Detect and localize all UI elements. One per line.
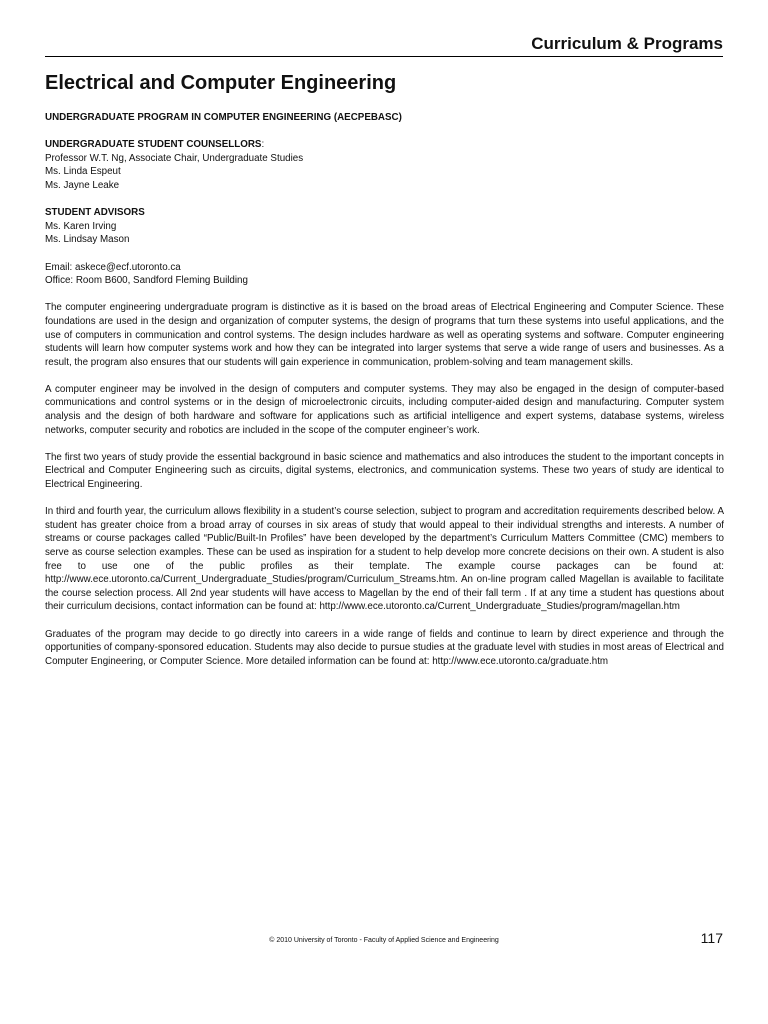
body-paragraph: The first two years of study provide the essential background in basic science and mathematics and also introduces the student to the important concepts in Electrical and Computer Engineering such as circuits, digital systems, electronics, and communication systems. These two years of study are identical to Electrical Engineering.: [45, 451, 724, 491]
body-paragraph: A computer engineer may be involved in the design of computers and computer systems. They may also be engaged in the design of computer-based communications and control systems or in the design of microelectronic circuits, including computer-aided design and manufacturing. Computer system analysis and the design of both hardware and software for applications such as artificial intelligence and expert systems, database systems, wireless networks, computer security and robotics are included in the scope of the computer engineer’s work.: [45, 383, 724, 436]
advisor-name: Ms. Karen Irving: [45, 220, 117, 232]
contact-office: Office: Room B600, Sandford Fleming Building: [45, 275, 248, 287]
page-content: [45, 111, 724, 682]
body-paragraph: The computer engineering undergraduate program is distinctive as it is based on the broad areas of Electrical Engineering and Computer Science. These foundations are used in the design and organization of computer systems, the design of programs that turn these systems into useful applications, and the use of computers in communication and control systems. The design includes hardware as well as operating systems and software. Computer engineering students will learn how computer systems work and how they can be integrated into larger systems that serve a wide range of users and businesses. As a result, the program also ensures that our students will gain experience in communication, problem-solving and team management skills.: [45, 302, 724, 368]
contact-email: Email: askece@ecf.utoronto.ca: [45, 261, 181, 273]
contact-block: [45, 261, 724, 288]
counsellors-block: [45, 138, 724, 192]
counsellors-heading: UNDERGRADUATE STUDENT COUNSELLORS: [45, 139, 262, 151]
counsellor-name: Professor W.T. Ng, Associate Chair, Undergraduate Studies: [45, 152, 304, 164]
header-rule: [45, 56, 723, 57]
counsellor-name: Ms. Linda Espeut: [45, 166, 121, 178]
body-paragraph: Graduates of the program may decide to go directly into careers in a wide range of fields and continue to learn by direct experience and through the opportunities of company-sponsored education. Students may also decide to pursue studies at the graduate level with studies in most areas of Electrical and Computer Engineering, or Computer Science. More detailed information can be found at: http://www.ece.utoronto.ca/graduate.htm: [45, 628, 724, 667]
body-paragraph: In third and fourth year, the curriculum allows flexibility in a student’s course selection, subject to program and accreditation requirements described below. A student has greater choice from a broad array of courses in six areas of study that would appeal to their individual strengths and interests. A number of streams or course packages called “Public/Built-In Profiles” have been developed by the department’s Curriculum Matters Committee (CMC) members to serve as course selection examples. These can be used as inspiration for a student to help develop more concrete decisions on their own. A student is also free to use one of the public profiles as their template. The example course packages can be found at: http://www.ece.utoronto.ca/Current_Undergraduate_Studies/program/Curriculum_Streams.htm. An on-line program called Magellan is available to facilitate the course selection process. All 2nd year students will have access to Magellan by the end of their fall term . If at any time a student has questions about their curriculum decisions, contact information can be found at: http://www.ece.utoronto.ca/Current_Undergraduate_Studies/program/magellan.htm: [45, 506, 724, 613]
advisors-block: [45, 206, 724, 247]
advisors-heading: STUDENT ADVISORS: [45, 207, 145, 219]
advisor-name: Ms. Lindsay Mason: [45, 234, 130, 246]
page-number: 117: [700, 930, 723, 946]
program-heading: UNDERGRADUATE PROGRAM IN COMPUTER ENGINEERING (AECPEBASC): [45, 112, 402, 123]
page-title: Electrical and Computer Engineering: [45, 72, 397, 94]
footer-copyright: © 2010 University of Toronto - Faculty of Applied Science and Engineering: [269, 937, 499, 944]
counsellor-name: Ms. Jayne Leake: [45, 179, 120, 191]
section-header: Curriculum & Programs: [531, 34, 723, 53]
counsellors-heading-line: UNDERGRADUATE STUDENT COUNSELLORS:: [45, 139, 265, 151]
